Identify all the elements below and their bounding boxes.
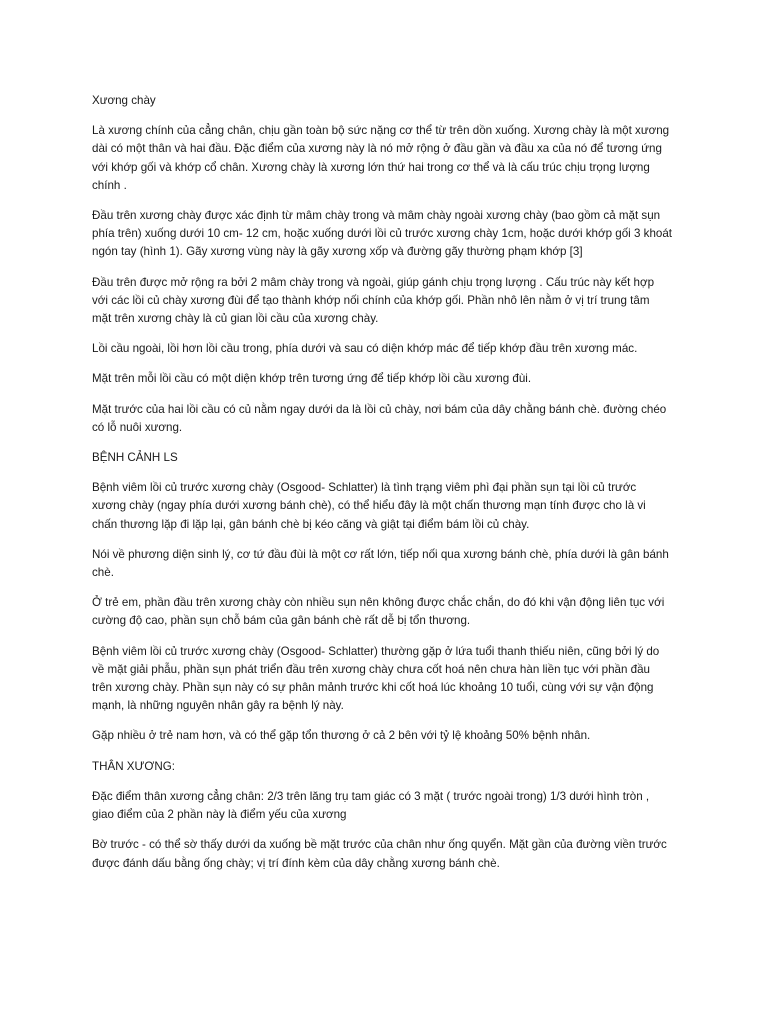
paragraph-osgood-definition: Bệnh viêm lồi củ trước xương chày (Osgood- Schlatter) là tình trạng viêm phì đại phần sụn tại lồi củ trước xương chày (ngay phía dưới xương bánh chè), có thể hiểu đây là một chấn thương mạn tính được cho là vi chấn thương lặp đi lặp lại, gân bánh chè bị kéo căng và giật tại điểm bám lồi củ chày. (92, 481, 646, 531)
paragraph-lateral-condyle: Lồi cầu ngoài, lồi hơn lồi cầu trong, phía dưới và sau có diện khớp mác để tiếp khớp đầu trên xương mác. (92, 342, 638, 356)
section-heading-clinical: BỆNH CẢNH LS (92, 451, 178, 465)
paragraph-tibia-overview: Là xương chính của cẳng chân, chịu gần toàn bộ sức nặng cơ thể từ trên dồn xuống. Xương chày là một xương dài có một thân và hai đầu. Đặc điểm của xương này là nó mở rộng ở đầu gần và đầu xa của nó để tương ứng với khớp gối và khớp cổ chân. Xương chày là xương lớn thứ hai trong cơ thể và là cấu trúc chịu trọng lượng chính . (92, 124, 670, 192)
paragraph-physiology: Nói về phương diện sinh lý, cơ tứ đầu đùi là một cơ rất lớn, tiếp nối qua xương bánh chè, phía dưới là gân bánh chè. (92, 547, 669, 580)
doc-title: Xương chày (92, 94, 156, 107)
section-heading-shaft: THÂN XƯƠNG: (92, 759, 175, 773)
paragraph-children: Ở trẻ em, phần đầu trên xương chày còn nhiều sụn nên không được chắc chắn, do đó khi vận động liên tục với cường độ cao, phần sụn chỗ bám của gân bánh chè rất dễ bị tổn thương. (92, 596, 665, 628)
paragraph-anterior-border: Bờ trước - có thể sờ thấy dưới da xuống bề mặt trước của chân như ống quyển. Mặt gần của đường viền trước được đánh dấu bằng ống chày; vị trí đính kèm của dây chằng xương bánh chè. (92, 838, 667, 870)
paragraph-tibial-tuberosity: Mặt trước của hai lồi cầu có củ nằm ngay dưới da là lồi củ chày, nơi bám của dây chằng bánh chè. đường chéo có lỗ nuôi xương. (92, 402, 667, 434)
paragraph-condyle-articular-surface: Mặt trên mỗi lồi cầu có một diện khớp trên tương ứng để tiếp khớp lồi cầu xương đùi. (92, 372, 532, 386)
paragraph-prevalence: Gặp nhiều ở trẻ nam hơn, và có thể gặp tổn thương ở cả 2 bên với tỷ lệ khoảng 50% bệnh nhân. (92, 729, 591, 743)
paragraph-shaft-features: Đặc điểm thân xương cẳng chân: 2/3 trên lăng trụ tam giác có 3 mặt ( trước ngoài trong) 1/3 dưới hình tròn , giao điểm của 2 phần này là điểm yếu của xương (92, 789, 650, 822)
paragraph-osgood-age: Bệnh viêm lồi củ trước xương chày (Osgood- Schlatter) thường gặp ở lứa tuổi thanh thiếu niên, cũng bởi lý do về mặt giải phẫu, phần sụn phát triển đầu trên xương chày chưa cốt hoá nên chưa hàn liền tục với phần đầu trên xương chày. Phần sụn này có sự phân mảnh trước khi cốt hoá lúc khoảng 10 tuổi, cùng với sự vận động mạnh, là những nguyên nhân gây ra bệnh lý này. (92, 644, 660, 713)
paragraph-proximal-definition: Đầu trên xương chày được xác định từ mâm chày trong và mâm chày ngoài xương chày (bao gồm cả mặt sụn phía trên) xuống dưới 10 cm- 12 cm, hoặc xuống dưới lồi củ trước xương chày 1cm, hoặc dưới khớp gối 3 khoát ngón tay (hình 1). Gãy xương vùng này là gãy xương xốp và đường gãy thường phạm khớp [3] (92, 209, 673, 259)
paragraph-tibial-plateaus: Đầu trên được mở rộng ra bởi 2 mâm chày trong và ngoài, giúp gánh chịu trọng lượng . Cấu trúc này kết hợp với các lồi củ chày xương đùi để tạo thành khớp nối chính của khớp gối. Phần nhô lên nằm ở vị trí trung tâm mặt trên xương chày là củ gian lồi cầu của xương chày. (92, 275, 655, 326)
